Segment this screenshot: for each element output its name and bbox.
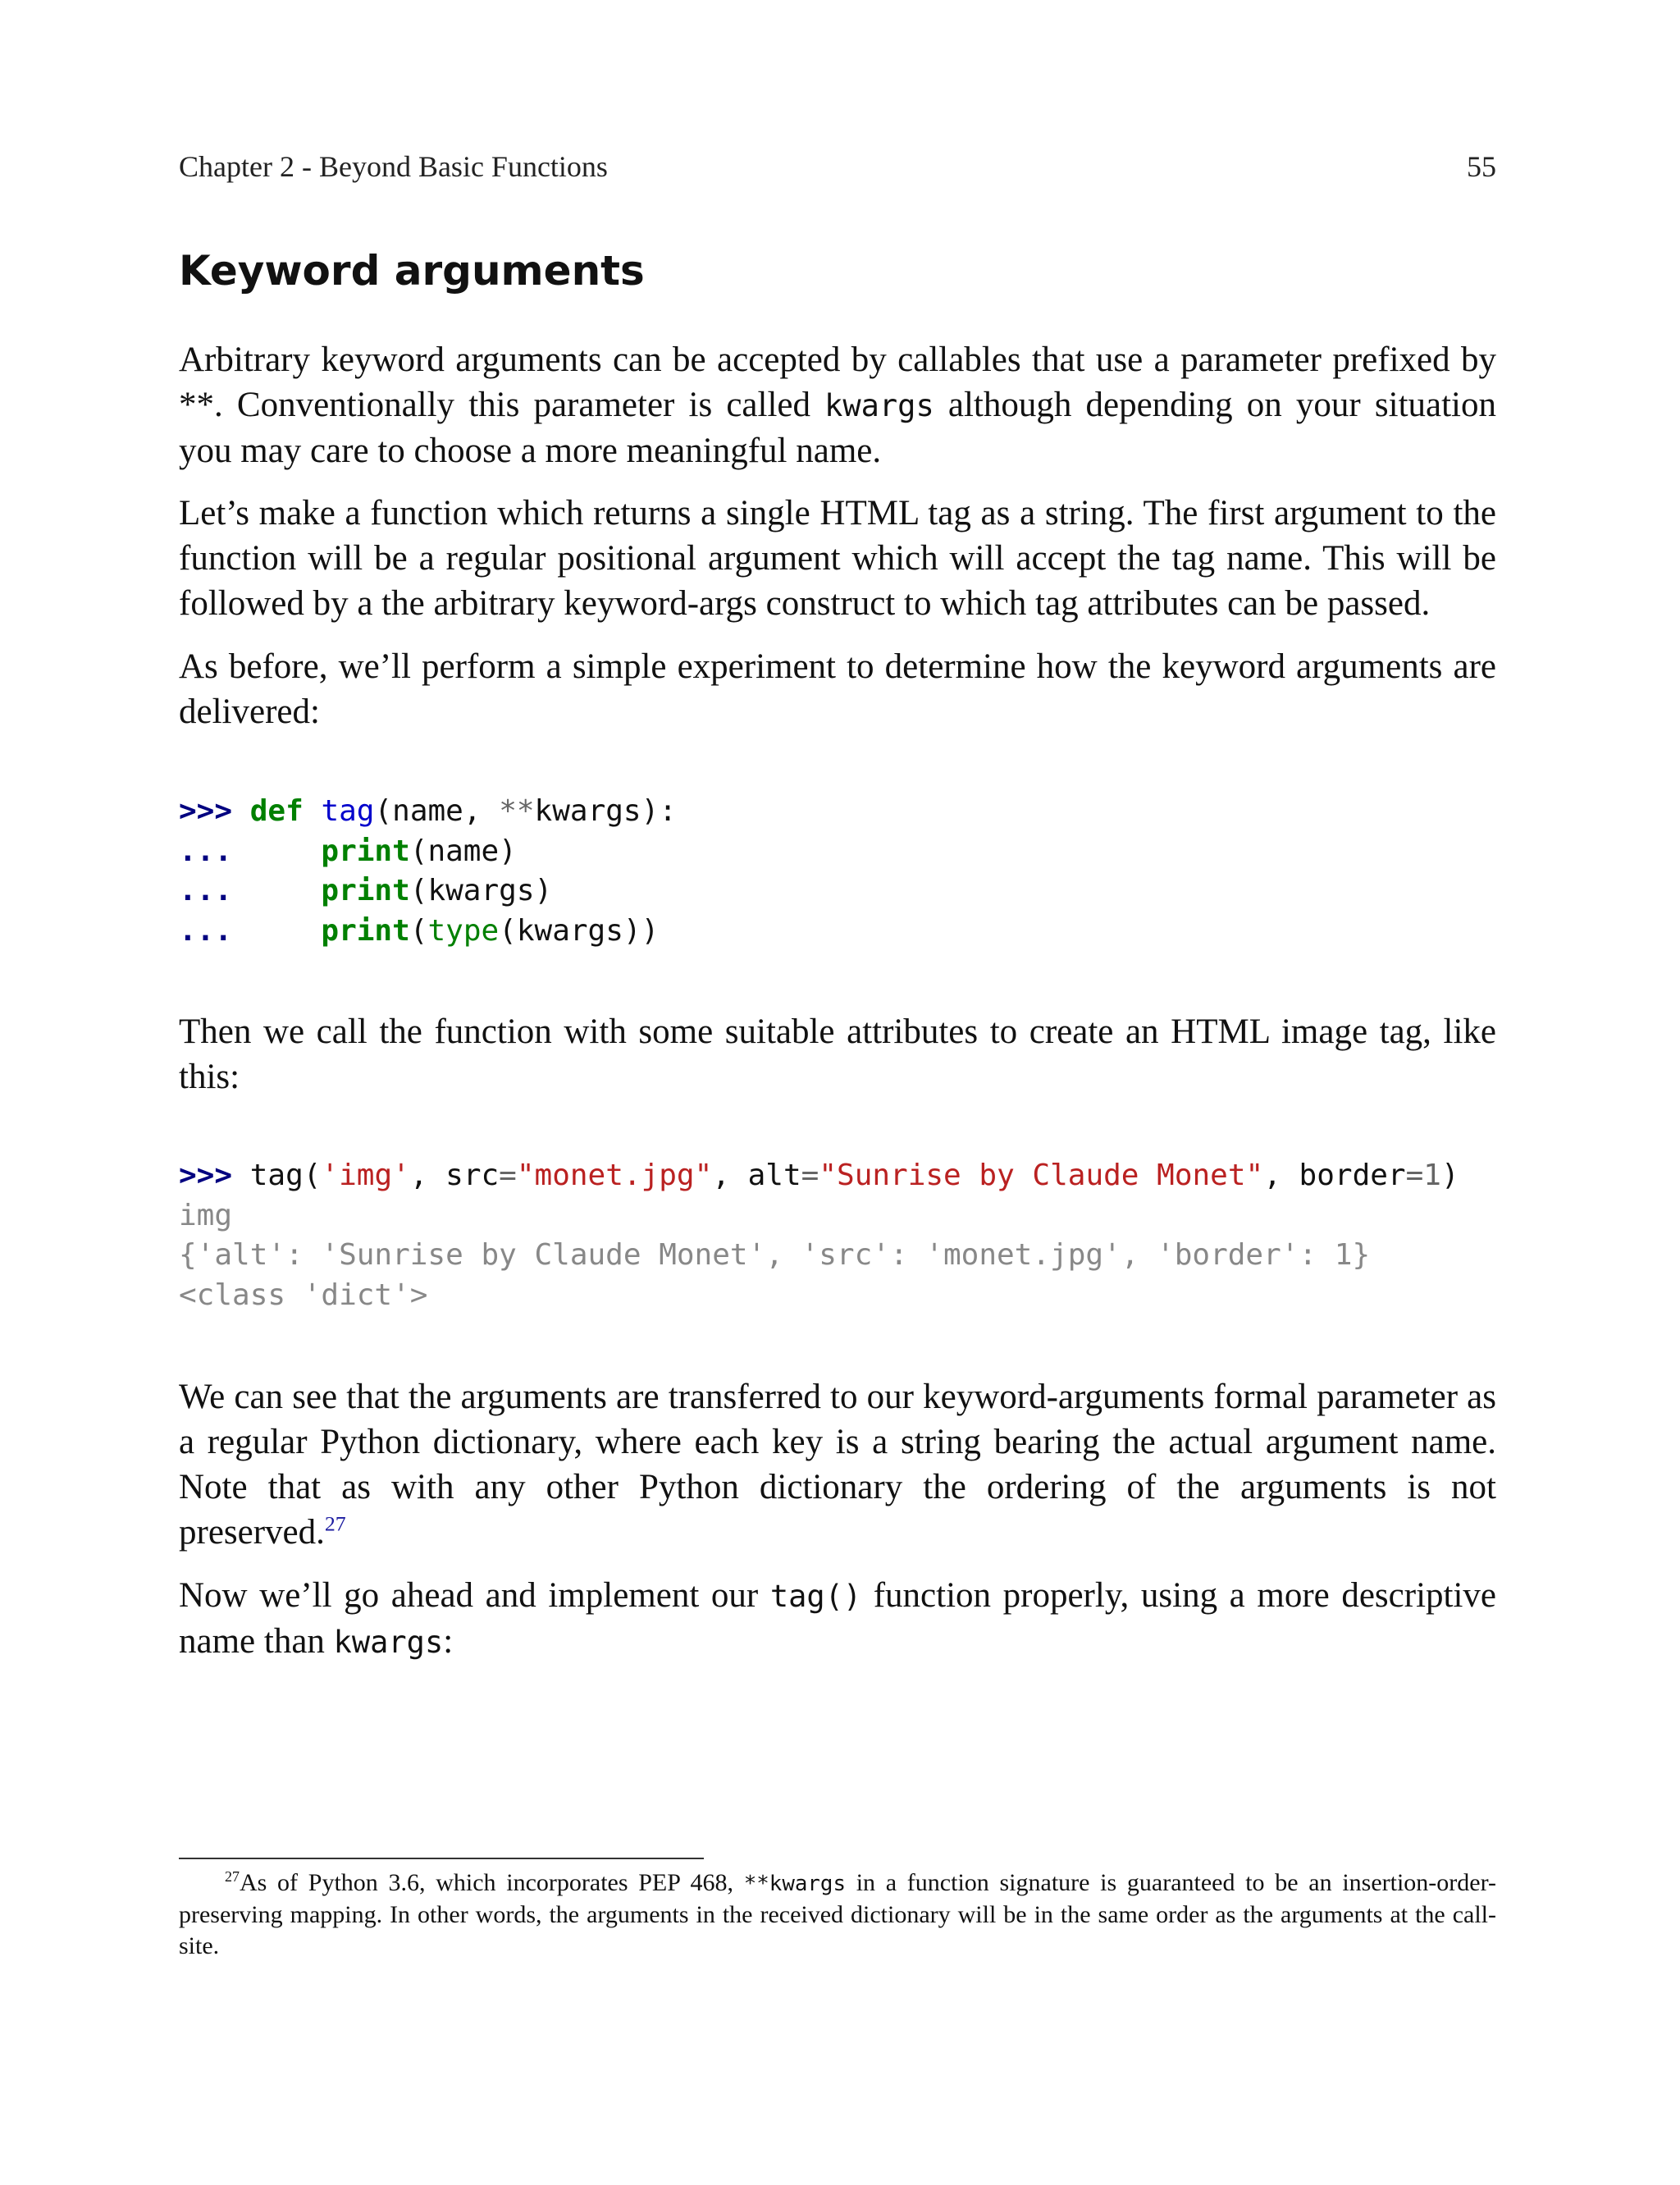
- text-run: Arbitrary keyword arguments can be accepted by callables that use a parameter prefixed by **. Conventionally this parameter is called: [179, 341, 1496, 424]
- code-text: , border: [1263, 1159, 1406, 1192]
- prompt: ...: [179, 834, 233, 868]
- string-literal: 'img': [321, 1159, 410, 1192]
- operator: =: [499, 1159, 517, 1192]
- code-text: (: [409, 913, 428, 948]
- text-run: As of Python 3.6, which incorporates PEP 468,: [240, 1869, 744, 1896]
- code-block-call-tag: [179, 1156, 1459, 1315]
- inline-code: kwargs: [824, 388, 934, 423]
- code-text: (name,: [374, 794, 500, 828]
- function-name: tag: [321, 794, 375, 828]
- builtin-print: print: [321, 834, 410, 868]
- operator: =: [801, 1159, 819, 1192]
- section-heading: Keyword arguments: [179, 247, 645, 295]
- text-run: function properly, using a more descriptive name than: [179, 1576, 1496, 1661]
- builtin-type: type: [427, 913, 500, 948]
- code-text: tag(: [249, 1159, 322, 1192]
- inline-code: tag(): [769, 1579, 862, 1614]
- code-text: , alt: [712, 1159, 801, 1192]
- paragraph-call-function: Then we call the function with some suitable attributes to create an HTML image tag, like this:: [179, 1013, 1496, 1096]
- code-output-line: img: [179, 1198, 233, 1232]
- running-header: [179, 146, 1496, 187]
- code-text: (kwargs)): [499, 913, 660, 948]
- builtin-print: print: [321, 874, 410, 907]
- prompt: >>>: [179, 794, 233, 828]
- text-run: although depending on your situation you may care to choose a more meaningful name.: [179, 386, 1496, 470]
- footnote: [179, 1867, 1496, 1962]
- code-output-line: {'alt': 'Sunrise by Claude Monet', 'src': 'monet.jpg', 'border': 1}: [179, 1238, 1371, 1272]
- inline-code: **kwargs: [743, 1872, 846, 1896]
- code-text: kwargs):: [534, 794, 677, 828]
- keyword: def: [249, 794, 304, 828]
- inline-code: kwargs: [333, 1625, 444, 1660]
- prompt: >>>: [179, 1159, 233, 1192]
- chapter-title: Chapter 2 - Beyond Basic Functions: [179, 150, 608, 183]
- number-literal: 1: [1423, 1159, 1441, 1192]
- paragraph-intro: [179, 337, 1496, 473]
- paragraph-experiment: As before, we’ll perform a simple experiment to determine how the keyword arguments are delivered:: [179, 647, 1496, 731]
- paragraph-dictionary: [179, 1374, 1496, 1555]
- footnote-number: 27: [225, 1868, 240, 1885]
- paragraph-html-tag: Let’s make a function which returns a single HTML tag as a string. The first argument to the function will be a regular positional argument which will accept the tag name. This will be followed by a the arbitrary keyword-args construct to which tag attributes can be passed.: [179, 494, 1496, 623]
- prompt: ...: [179, 874, 233, 907]
- text-run: We can see that the arguments are transferred to our keyword-arguments formal parameter as a regular Python dictionary, where each key is a string bearing the actual argument name. Note that as with any other Python dictionary the ordering of the arguments is not preserved.: [179, 1378, 1496, 1552]
- code-block-def-tag: [179, 792, 677, 951]
- operator: **: [499, 794, 535, 828]
- string-literal: "monet.jpg": [516, 1159, 713, 1192]
- code-text: (name): [409, 834, 517, 868]
- text-run: Now we’ll go ahead and implement our: [179, 1576, 770, 1615]
- page-number: 55: [1467, 150, 1496, 183]
- footnote-divider: [179, 1858, 704, 1859]
- code-output-line: <class 'dict'>: [179, 1278, 428, 1312]
- footnote-reference[interactable]: 27: [324, 1511, 346, 1536]
- code-text: (kwargs): [409, 874, 553, 907]
- builtin-print: print: [321, 913, 410, 948]
- operator: =: [1405, 1159, 1424, 1192]
- text-run: :: [443, 1622, 454, 1661]
- paragraph-implement: [179, 1573, 1496, 1665]
- string-literal: "Sunrise by Claude Monet": [819, 1159, 1264, 1192]
- prompt: ...: [179, 913, 233, 948]
- code-text: , src: [409, 1159, 500, 1192]
- code-text: ): [1440, 1159, 1459, 1192]
- text-run: in a function signature is guaranteed to be an insertion-order-preserving mapping. In other words, the arguments in the received dictionary will be in the same order as the arguments at the call-site.: [179, 1869, 1496, 1959]
